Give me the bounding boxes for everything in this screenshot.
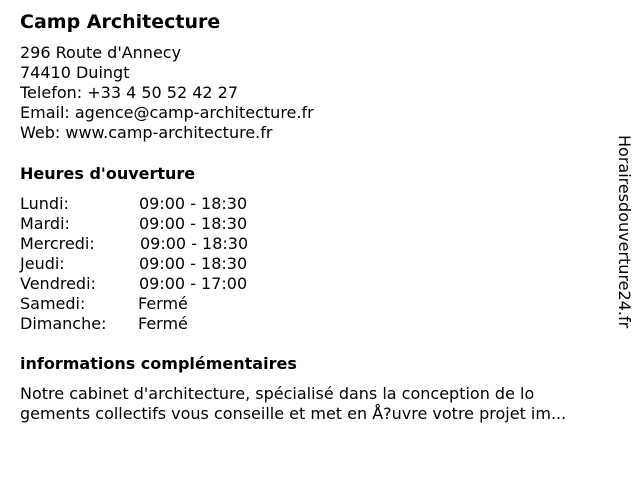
day-hours: 09:00 - 18:30: [140, 234, 249, 253]
business-description: [20, 384, 600, 424]
contact-block: [20, 43, 314, 143]
email-address: Email: agence@camp-architecture.fr: [20, 103, 314, 122]
website-address: Web: www.camp-architecture.fr: [20, 123, 273, 142]
address-line-2: 74410 Duingt: [20, 63, 130, 82]
business-name: Camp Architecture: [20, 11, 221, 33]
day-label: Lundi:: [20, 194, 69, 213]
description-line-1: Notre cabinet d'architecture, spécialisé dans la conception de lo: [20, 384, 535, 403]
day-hours: 09:00 - 18:30: [139, 214, 248, 233]
phone-number: Telefon: +33 4 50 52 42 27: [20, 83, 239, 102]
day-hours: Fermé: [138, 314, 188, 333]
day-hours: Fermé: [138, 294, 188, 313]
description-line-2: gements collectifs vous conseille et met en Å?uvre votre projet im...: [20, 404, 567, 423]
day-label: Dimanche:: [20, 314, 107, 333]
day-label: Samedi:: [20, 294, 86, 313]
day-label: Mercredi:: [20, 234, 95, 253]
site-watermark: Horairesdouverture24.fr: [615, 135, 634, 329]
day-label: Mardi:: [20, 214, 70, 233]
day-label: Jeudi:: [20, 254, 65, 273]
day-hours: 09:00 - 18:30: [139, 194, 248, 213]
additional-info-heading: informations complémentaires: [20, 354, 297, 373]
address-line-1: 296 Route d'Annecy: [20, 43, 182, 62]
day-hours: 09:00 - 17:00: [139, 274, 248, 293]
opening-hours-heading: Heures d'ouverture: [20, 164, 196, 183]
day-label: Vendredi:: [20, 274, 96, 293]
day-hours: 09:00 - 18:30: [139, 254, 248, 273]
